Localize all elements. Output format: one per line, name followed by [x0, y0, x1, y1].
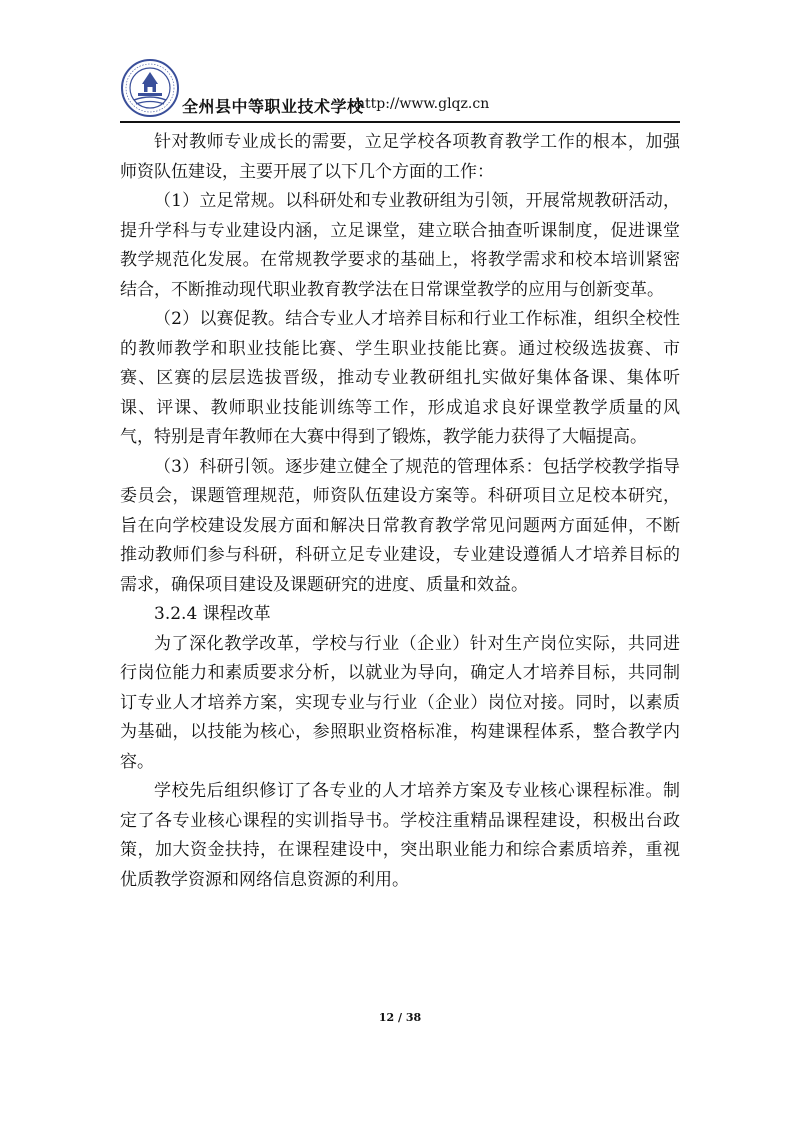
header-divider: [120, 121, 680, 123]
school-name: 全州县中等职业技术学校: [182, 97, 364, 116]
school-url[interactable]: http://www.glqz.cn: [356, 96, 490, 112]
document-body: [120, 128, 680, 895]
page-number: 12 / 38: [378, 1011, 422, 1024]
paragraph-research: （3）科研引领。逐步建立健全了规范的管理体系：包括学校教学指导委员会，课题管理规范，师资队伍建设方案等。科研项目立足校本研究，旨在向学校建设发展方面和解决日常教育教学常见问题两方面延伸，不断推动教师们参与科研，科研立足专业建设，专业建设遵循人才培养目标的需求，确保项目建设及课题研究的进度、质量和效益。: [120, 456, 680, 595]
paragraph-course-standards: 学校先后组织修订了各专业的人才培养方案及专业核心课程标准。制定了各专业核心课程的实训指导书。学校注重精品课程建设，积极出台政策，加大资金扶持，在课程建设中，突出职业能力和综合素质培养，重视优质教学资源和网络信息资源的利用。: [120, 781, 680, 890]
page-header: [120, 58, 680, 122]
section-heading-3-2-4: 3.2.4 课程改革: [154, 604, 271, 624]
school-seal-logo-icon: [120, 58, 180, 118]
paragraph-competition: （2）以赛促教。结合专业人才培养目标和行业工作标准，组织全校性的教师教学和职业技能比赛、学生职业技能比赛。通过校级选拔赛、市赛、区赛的层层选拔晋级，推动专业教研组扎实做好集体备课、集体听课、评课、教师职业技能训练等工作，形成追求良好课堂教学质量的风气，特别是青年教师在大赛中得到了锻炼，教学能力获得了大幅提高。: [120, 309, 680, 447]
paragraph-curriculum-reform: 为了深化教学改革，学校与行业（企业）针对生产岗位实际，共同进行岗位能力和素质要求分析，以就业为导向，确定人才培养目标，共同制订专业人才培养方案，实现专业与行业（企业）岗位对接。同时，以素质为基础，以技能为核心，参照职业资格标准，构建课程体系，整合教学内容。: [120, 633, 680, 772]
intro-paragraph: 针对教师专业成长的需要，立足学校各项教育教学工作的根本，加强师资队伍建设，主要开展了以下几个方面的工作：: [120, 132, 680, 182]
paragraph-routine: （1）立足常规。以科研处和专业教研组为引领，开展常规教研活动，提升学科与专业建设内涵，立足课堂，建立联合抽查听课制度，促进课堂教学规范化发展。在常规教学要求的基础上，将教学需求和校本培训紧密结合，不断推动现代职业教育教学法在日常课堂教学的应用与创新变革。: [120, 191, 680, 300]
